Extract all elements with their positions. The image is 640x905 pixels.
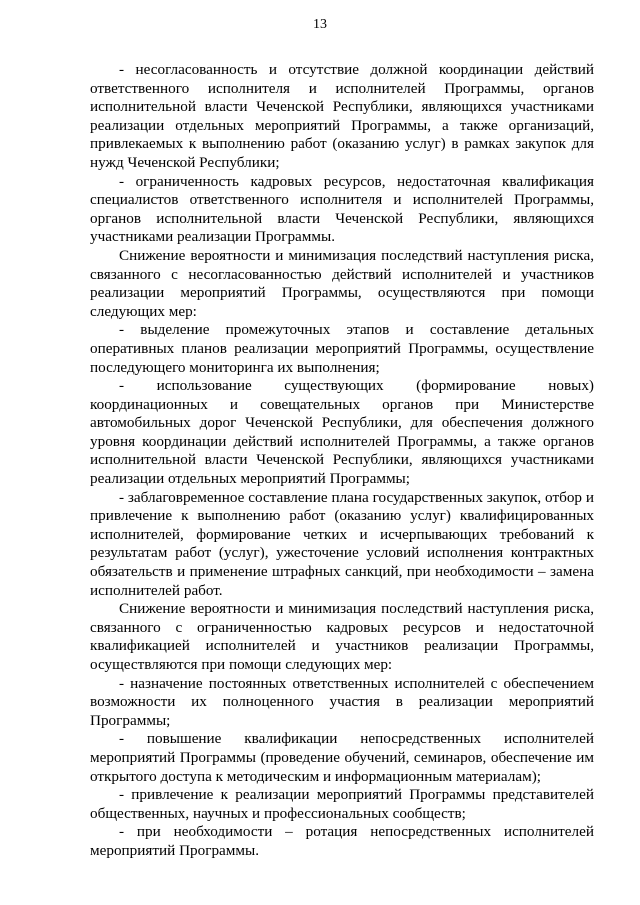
list-item-permanent-executors: - назначение постоянных ответственных исполнителей с обеспечением возможности их полноценного участия в реализации мероприятий Программы; <box>90 674 594 729</box>
page-number: 13 <box>313 17 327 32</box>
list-item-intermediate-stages: - выделение промежуточных этапов и составление детальных оперативных планов реализации мероприятий Программы, осуществление последующего мониторинга их выполнения; <box>90 321 594 376</box>
list-item-procurement-plan: - заблаговременное составление плана государственных закупок, отбор и привлечение к выполнению работ (оказанию услуг) квалифицированных исполнителей, формирование четких и исчерпывающих требований к результатам работ (услуг), ужесточение условий исполнения контрактных обязательств и применение штрафных санкций, при необходимости – замена исполнителей работ. <box>90 488 594 599</box>
list-item-community-involvement: - привлечение к реализации мероприятий Программы представителей общественных, научных и профессиональных сообществ; <box>90 786 594 822</box>
list-item-risk-inconsistency: - несогласованность и отсутствие должной координации действий ответственного исполнителя и исполнителей Программы, органов исполнительной власти Чеченской Республики, являющихся участниками реализации отдельных мероприятий Программы, а также организаций, привлекаемых к выполнению работ (оказанию услуг) в рамках закупок для нужд Чеченской Республики; <box>90 61 594 171</box>
paragraph-mitigation-staff: Снижение вероятности и минимизация последствий наступления риска, связанного с ограниченностью кадровых ресурсов и недостаточной квалификацией исполнителей и участников реализации Программы, осуществляются при помощи следующих мер: <box>90 600 594 673</box>
document-body <box>90 61 594 861</box>
list-item-risk-staff-shortage: - ограниченность кадровых ресурсов, недостаточная квалификация специалистов ответственного исполнителя и исполнителей Программы, органов исполнительной власти Чеченской Республики, являющихся участниками реализации Программы. <box>90 172 594 246</box>
list-item-coordination-bodies: - использование существующих (формирование новых) координационных и совещательных органов при Министерстве автомобильных дорог Чеченской Республики, для обеспечения должного уровня координации действий исполнителей Программы, а также органов исполнительной власти Чеченской Республики, являющихся участниками реализации отдельных мероприятий Программы; <box>90 377 594 488</box>
paragraph-mitigation-inconsistency: Снижение вероятности и минимизация последствий наступления риска, связанного с несогласованностью действий исполнителей и участников реализации мероприятий Программы, осуществляются при помощи следующих мер: <box>90 246 594 320</box>
list-item-rotation: - при необходимости – ротация непосредственных исполнителей мероприятий Программы. <box>90 823 594 859</box>
list-item-qualification-improvement: - повышение квалификации непосредственных исполнителей мероприятий Программы (проведение обучений, семинаров, обеспечение им открытого доступа к методическим и информационным материалам); <box>90 730 594 785</box>
